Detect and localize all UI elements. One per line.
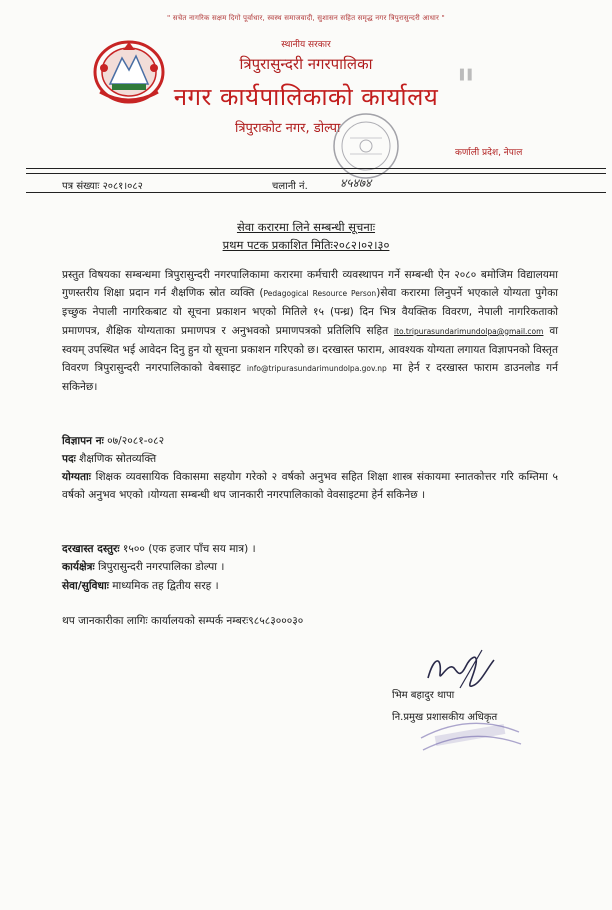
detail-dastur	[62, 540, 562, 558]
detail-value: शिक्षक व्यवसायिक विकासमा सहयोग गरेको २ वर्षको अनुभव सहित शिक्षा शास्त्र संकायमा स्नातकोत्तर गरि कम्तिमा ५ वर्षको अनुभव भएको ।योग्यता सम्बन्धी थप जानकारी नगरपालिकाको वेवसाइटमा हेर्न सकिनेछ ।	[62, 471, 558, 502]
detail-label: विज्ञापन नः	[62, 435, 104, 447]
detail-label: कार्यक्षेत्रः	[62, 561, 95, 573]
detail-label: दरखास्त दस्तुरः	[62, 543, 120, 555]
contact-info: थप जानकारीका लागिः कार्यालयको सम्पर्क नम्बरः९८५८३०००३०	[62, 615, 304, 627]
office-name: नगर कार्यपालिकाको कार्यालय	[173, 83, 439, 111]
rubber-stamp-icon	[415, 708, 525, 756]
detail-yogyata	[62, 468, 558, 504]
publish-date: प्रथम पटक प्रकाशित मितिः२०८२।०२।३०	[222, 238, 390, 252]
office-address: त्रिपुराकोट नगर, डोल्पा	[235, 121, 341, 136]
detail-value: १५०० (एक हजार पाँच सय मात्र) ।	[119, 543, 256, 555]
detail-vigyapan	[62, 432, 562, 450]
detail-label: पदः	[62, 453, 76, 465]
header-rule-thin	[26, 173, 606, 174]
detail-sewa	[62, 577, 562, 595]
body-text: वा स्वयम् उपस्थित भई आवेदन दिनु हुन यो सूचना प्रकाशन गरिएको छ। दरखास्त फाराम, आवश्यक योग्यता लगायत विज्ञापनको विस्तृत विवरण त्रिपुरासुन्दरी नगरपालिकाको वेबसाइट	[62, 324, 558, 375]
detail-label: योग्यताः	[62, 471, 91, 483]
notice-title: सेवा करारमा लिने सम्बन्धी सूचनाः	[236, 220, 376, 234]
notice-body	[62, 266, 558, 396]
website-link[interactable]: info@tripurasundarimundolpa.gov.np	[246, 364, 387, 374]
reference-rule	[26, 192, 606, 193]
detail-karyakshetra	[62, 558, 562, 576]
detail-value: त्रिपुरासुन्दरी नगरपालिका डोल्पा ।	[94, 561, 225, 573]
body-text: मा हेर्न र दरखास्त फाराम डाउनलोड गर्न सकिनेछ।	[62, 362, 558, 394]
email-link[interactable]: ito.tripurasundarimundolpa@gmail.com	[394, 326, 544, 336]
header-rule	[26, 168, 606, 169]
chalani-label: चलानी नं.	[272, 181, 308, 192]
signatory-title: नि.प्रमुख प्रशासकीय अधिकृत	[392, 712, 498, 723]
chalani-number: ४५४७४	[340, 176, 372, 190]
corner-mark-icon: ▌▌	[460, 70, 476, 81]
detail-pad	[62, 450, 562, 468]
round-seal-icon	[330, 110, 402, 182]
municipality-name: त्रिपुरासुन्दरी नगरपालिका	[239, 55, 373, 73]
body-text: )सेवा करारमा लिनुपर्ने भएकाले योग्यता पुगेका इच्छुक नेपाली नागरिकबाट यो सूचना प्रकाशन भएको मितिले १५ (पन्ध्र) दिन भित्र वैयक्तिक विवरण, नेपाली नागरिकताको प्रमाणपत्र, शैक्षिक योग्यताका प्रमाणपत्र र अनुभवको प्रमाणपत्रको प्रतिलिपि सहित	[62, 287, 558, 337]
detail-label: सेवा/सुविधाः	[62, 580, 109, 592]
detail-value: शैक्षणिक स्रोतव्यक्ति	[75, 453, 157, 465]
detail-value: माध्यमिक तह द्वितीय सरह ।	[108, 580, 219, 592]
government-label: स्थानीय सरकार	[281, 40, 331, 50]
detail-value: ०७/२०८१-०८२	[103, 435, 165, 447]
body-text: प्रस्तुत विषयका सम्बन्धमा त्रिपुरासुन्दरी नगरपालिकामा करारमा कर्मचारी व्यवस्थापन गर्ने सम्बन्धी ऐन २०८० बमोजिम विद्यालयमा गुणस्तरीय शिक्षा प्रदान गर्न शैक्षणिक स्रोत व्यक्ति (	[62, 269, 558, 300]
signature-icon	[420, 648, 500, 692]
body-english-term: Pedagogical Resource Person	[263, 289, 377, 299]
reference-number: पत्र संख्याः २०८१।०८२	[62, 181, 143, 192]
province-label: कर्णाली प्रदेश, नेपाल	[455, 148, 523, 158]
letterhead-motto: " सचेत नागरिक सक्षम दिगो पूर्वाधार, स्वस्थ समाजवादी, सुशासन सहित समृद्ध नगर त्रिपुरासुन्दरी आधार "	[167, 14, 445, 22]
signatory-name: भिम बहादुर थापा	[392, 690, 455, 701]
